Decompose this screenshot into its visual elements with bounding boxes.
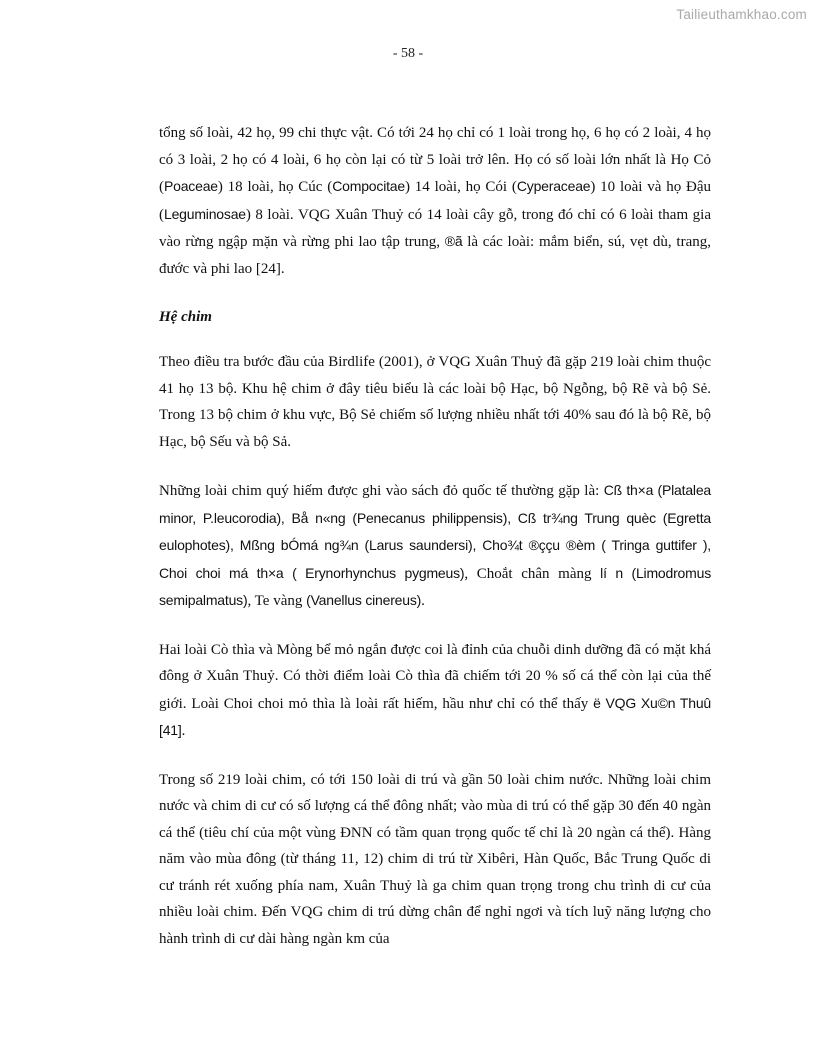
garbled-font-run: Cyperaceae [516, 178, 591, 194]
text-run: , Choắt chân màng [464, 565, 601, 582]
garbled-font-run: Poaceae [164, 178, 218, 194]
paragraph-migration [159, 767, 711, 953]
paragraph-flora-summary [159, 120, 711, 282]
paragraph-food-chain [159, 637, 711, 745]
text-run: tổng số loài, 42 họ, 99 chi thực vật. Có tới 24 họ chỉ có 1 loài trong họ, 6 họ có 2 loài, 4 họ có 3 loài, 2 họ có 4 loài, 6 họ còn lại có từ 5 loài trở lên. Họ có số loài lớn nhất là Họ Cỏ ( [159, 125, 711, 195]
watermark-text: Tailieuthamkhao.com [676, 7, 807, 22]
text-run: Trong số 219 loài chim, có tới 150 loài di trú và gần 50 loài chim nước. Những loài chim nước và chim di cư có số lượng cá thể đông nhất; vào mùa di trú có thể gặp 30 đến 40 ngàn cá thể (tiêu chí của một vùng ĐNN có tầm quan trọng quốc tế chỉ là 20 ngàn cá thể). Hàng năm vào mùa đông (từ tháng 11, 12) chim di trú từ Xibêri, Hàn Quốc, Bắc Trung Quốc di cư tránh rét xuống phía nam, Xuân Thuỷ là ga chim quan trọng trong chu trình di cư của nhiều loài chim. Đến VQG chim di trú dừng chân để nghỉ ngơi và tích luỹ năng lượng cho hành trình di cư dài hàng ngàn km của [159, 771, 711, 947]
text-run: . [421, 593, 425, 609]
garbled-font-run: Compocitae [332, 178, 405, 194]
text-run: , Te vàng [247, 593, 307, 609]
paragraph-bird-survey [159, 349, 711, 455]
text-run: ) 10 loài và họ Đậu ( [159, 179, 711, 223]
document-body [159, 120, 711, 974]
text-run: là các loài: mắm biển, sú, vẹt dù, trang, đước và phi lao [24]. [159, 234, 711, 277]
section-heading-birds: Hệ chim [159, 309, 212, 325]
garbled-font-run: ®ã [444, 233, 463, 249]
text-run: . [181, 723, 186, 739]
garbled-font-run: ë VQG Xu©n Thuû [41] [159, 694, 711, 738]
garbled-font-run: (Vanellus cinereus) [306, 592, 422, 608]
text-run: Theo điều tra bước đầu của Birdlife (2001), ở VQG Xuân Thuỷ đã gặp 219 loài chim thuộc 41 họ 13 bộ. Khu hệ chim ở đây tiêu biểu là các loài bộ Hạc, bộ Ngỗng, bộ Rẽ và bộ Sẻ. Trong 13 bộ chim ở khu vực, Bộ Sẻ chiếm số lượng nhiều nhất tới 40% sau đó là bộ Rẽ, bộ Hạc, bộ Sếu và bộ Sả. [159, 354, 711, 450]
text-run: ) 8 loài. VQG Xuân Thuỷ có 14 loài cây gỗ, trong đó chỉ có 6 loài tham gia vào rừng ngập mặn và rừng phi lao tập trung, [159, 206, 711, 250]
paragraph-rare-species [159, 477, 711, 615]
garbled-font-run: lí n (Limodromus semipalmatus) [159, 564, 711, 608]
text-run: Những loài chim quý hiếm được ghi vào sách đỏ quốc tế thường gặp là: [159, 483, 604, 499]
garbled-font-run: Cß th×a (Platalea minor, P.leucorodia), Bå n«ng (Penecanus philippensis), Cß tr¾ng Trung quèc (Egretta eulophotes), Mßng bÓmá ng¾n (Larus saundersi), Cho¾t ®ççu ®èm ( Tringa guttifer ), Choi choi má th×a ( Erynorhynchus pygmeus) [159, 482, 711, 581]
garbled-font-run: Leguminosae [164, 205, 246, 222]
text-run: ) 18 loài, họ Cúc ( [217, 179, 333, 195]
text-run: ) 14 loài, họ Cói ( [404, 179, 517, 195]
page-number: - 58 - [392, 46, 424, 61]
text-run: Hai loài Cò thìa và Mòng bể mỏ ngắn được coi là đỉnh của chuỗi dinh dưỡng đã có mặt khá đông ở Xuân Thuỷ. Có thời điểm loài Cò thìa đã chiếm tới 20 % số cá thể còn lại của thế giới. Loài Choi choi mỏ thìa là loài rất hiếm, hầu như chỉ có thể thấy [159, 641, 711, 712]
